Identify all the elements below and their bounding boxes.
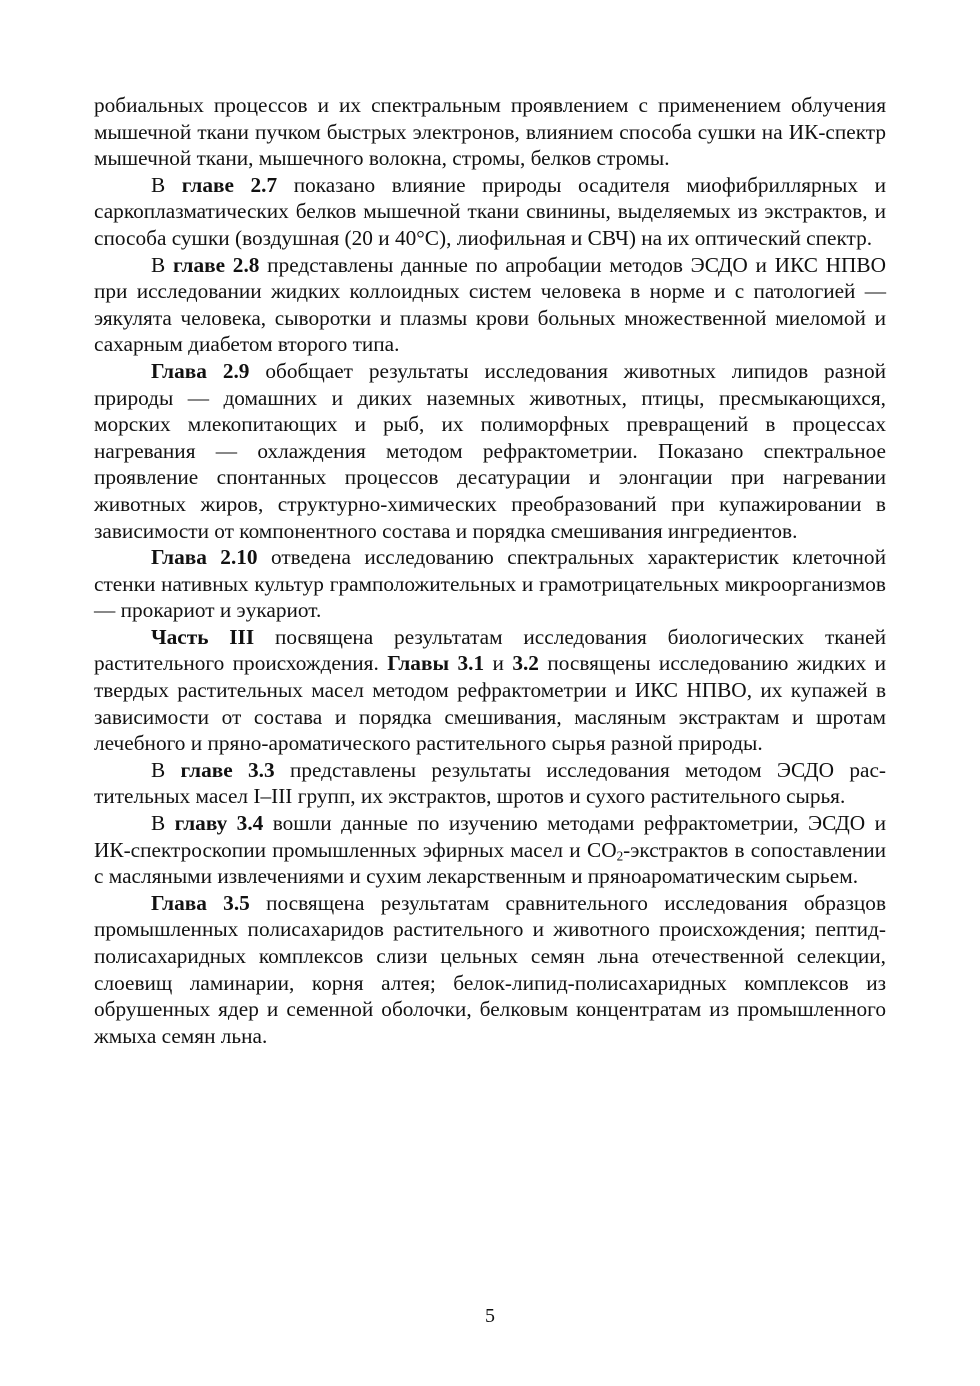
paragraph-chapter-2-10 bbox=[94, 544, 886, 624]
text-run: В bbox=[151, 811, 175, 836]
chapter-reference: Глава 2.10 bbox=[151, 545, 258, 570]
text-run: представлены результаты исследования методом ЭСДО растительных масел I–III групп, их экстрактов, шротов и сухого растительного сырья. bbox=[94, 757, 887, 809]
text-run: В bbox=[151, 172, 182, 197]
paragraph-chapter-2-9 bbox=[94, 358, 886, 544]
paragraph-part-3 bbox=[94, 624, 886, 757]
paragraph-continuation bbox=[94, 92, 886, 172]
chapter-reference: Часть III bbox=[151, 624, 255, 649]
chapter-reference: главе 2.8 bbox=[172, 252, 260, 277]
text-run: В bbox=[151, 757, 181, 782]
text-run: показано влияние природы осадителя миофибриллярных и саркоплазматических белков мышечной ткани свинины, выделяемых из экстрактов, и способа сушки (воздушная (20 и 40°С), лиофильная и СВЧ) на их оптический спектр. bbox=[94, 172, 886, 250]
chapter-reference: Глава 3.5 bbox=[151, 890, 250, 915]
paragraph-chapter-3-4 bbox=[94, 810, 886, 890]
paragraph-chapter-3-5 bbox=[94, 890, 886, 1050]
document-body bbox=[94, 92, 886, 1049]
text-run: посвящена результатам сравнительного исследования образцов промышленных полисахаридов растительного и животного происхождения; пептид-полисахаридных комплексов слизи цельных семян льна отечественной селекции, слоевищ ламинарии, корня алтея; белок-липид-полисахаридных комплексов из обрушенных ядер и семенной оболочки, белковым концентратам из промышленного жмыха семян льна. bbox=[94, 890, 887, 1048]
text-run: -экстрактов в сопоставлении с масляными извлечениями и сухим лекарственным и пряноароматическим сырьем. bbox=[94, 837, 886, 889]
paragraph-chapter-2-8 bbox=[94, 252, 886, 358]
chapter-reference: главу 3.4 bbox=[174, 811, 264, 836]
chapter-reference: Глава 2.9 bbox=[151, 358, 250, 383]
text-run: посвящена результатам исследования биологических тканей растительного происхождения. bbox=[94, 624, 886, 676]
text-run: и bbox=[484, 651, 513, 676]
text-run: обобщает результаты исследования животных липидов разной природы — домашних и диких наземных животных, птицы, пресмыкающихся, морских млекопитающих и рыб, их полиморфных превращений в процессах нагревания — охлаждения методом рефрактометрии. Показано спектральное проявление спонтанных процессов десатурации и элонгации при нагревании животных жиров, структурно-химических преобразований при купажировании в зависимости от компонентного состава и порядка смешивания ингредиентов. bbox=[94, 358, 887, 543]
chapter-reference: 3.2 bbox=[512, 651, 539, 676]
text-run: робиальных процессов и их спектральным проявлением с применением облучения мышечной ткани пучком быстрых электронов, влиянием способа сушки на ИК-спектр мышечной ткани, мышечного волокна, стромы, белков стромы. bbox=[94, 93, 886, 171]
page-number: 5 bbox=[485, 1305, 495, 1327]
chapter-reference: главе 3.3 bbox=[180, 757, 275, 782]
paragraph-chapter-3-3 bbox=[94, 757, 886, 810]
subscript: 2 bbox=[616, 847, 624, 863]
chapter-reference: главе 2.7 bbox=[181, 172, 278, 197]
text-run: вошли данные по изучению методами рефрактометрии, ЭСДО и ИК-спектроскопии промышленных эфирных масел и СО bbox=[94, 811, 886, 862]
text-run: представлены данные по апробации методов ЭСДО и ИКС НПВО при исследовании жидких коллоидных систем человека в норме и с патологией — эякулята человека, сыворотки и плазмы крови больных множественной миеломой и сахарным диабетом второго типа. bbox=[94, 252, 886, 357]
text-run: отведена исследованию спектральных характеристик клеточной стенки нативных культур грамположительных и грамотрицательных микроорганизмов — прокариот и эукариот. bbox=[94, 545, 886, 623]
text-run: В bbox=[151, 252, 173, 277]
text-run: посвящены исследованию жидких и твердых растительных масел методом рефрактометрии и ИКС НПВО, их купажей в зависимости от состава и порядка смешивания, масляным экстрактам и шротам лечебного и пряно-ароматического растительного сырья разной природы. bbox=[94, 651, 886, 756]
paragraph-chapter-2-7 bbox=[94, 172, 886, 252]
chapter-reference: Главы 3.1 bbox=[387, 651, 485, 676]
